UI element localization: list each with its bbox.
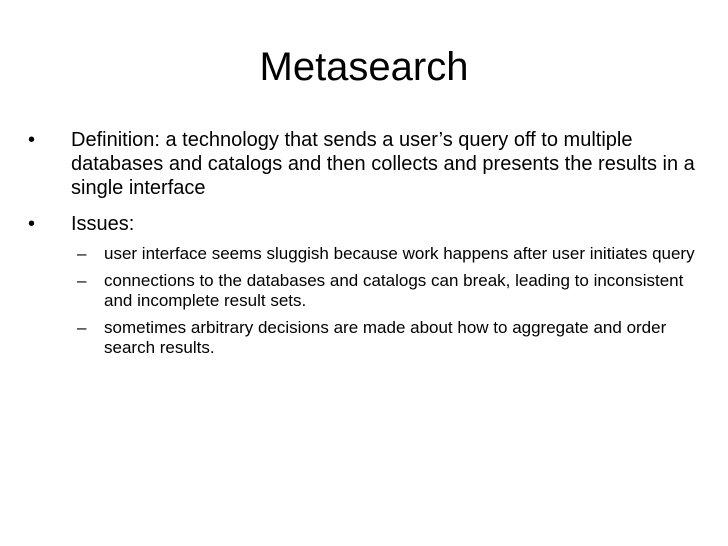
- sub-bullet-text: user interface seems sluggish because work happens after user initiates query: [104, 244, 695, 263]
- slide-content: [28, 128, 698, 365]
- sub-bullet-marker: –: [77, 271, 87, 290]
- bullet-issues: [28, 212, 698, 236]
- sub-bullet-marker: –: [77, 244, 87, 263]
- sub-bullet-text: connections to the databases and catalogs can break, leading to inconsistent and incomplete result sets.: [104, 271, 684, 310]
- sub-bullet-connections: [28, 271, 698, 311]
- slide-title: Metasearch: [259, 45, 469, 89]
- sub-bullet-text: sometimes arbitrary decisions are made about how to aggregate and order search results.: [104, 318, 667, 357]
- bullet-definition: [28, 128, 698, 200]
- bullet-text: Definition: a technology that sends a user’s query off to multiple databases and catalogs and then collects and presents the results in a single interface: [71, 129, 695, 199]
- sub-bullet-marker: –: [77, 318, 87, 337]
- sub-bullet-arbitrary: [28, 318, 698, 358]
- bullet-marker: •: [28, 129, 36, 151]
- bullet-text: Issues:: [71, 213, 135, 235]
- bullet-marker: •: [28, 213, 36, 235]
- sub-bullet-sluggish: [28, 244, 698, 264]
